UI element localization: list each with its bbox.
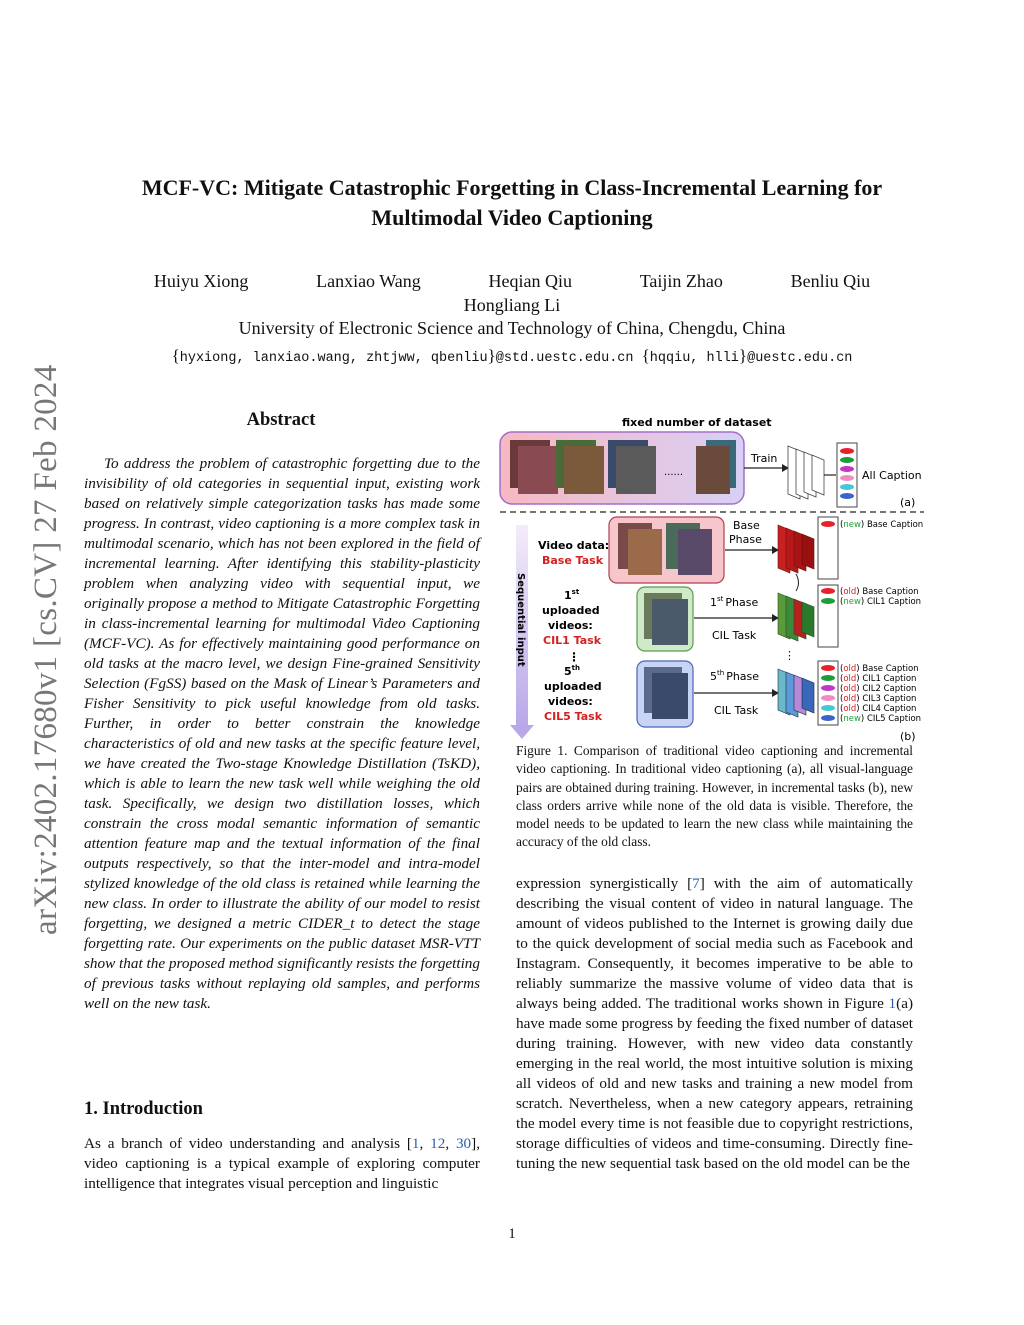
phase5-ordinal: 5th [564, 664, 580, 678]
author-name: Taijin Zhao [639, 271, 723, 291]
caption-dot [821, 665, 835, 671]
author-name: Huiyu Xiong [153, 271, 249, 291]
panel-b-label: (b) [900, 730, 916, 743]
arxiv-identifier: arXiv:2402.17680v1 [cs.CV] 27 Feb 2024 [28, 364, 64, 935]
phase5-label: 5th Phase [710, 669, 760, 683]
figure-reference-link[interactable]: 1 [888, 995, 897, 1012]
cil5-task-label: CIL5 Task [544, 710, 603, 723]
base-phase-label-2: Phase [729, 533, 762, 546]
figure-1-diagram [496, 413, 928, 743]
svg-text:(old) CIL3 Caption: (old) CIL3 Caption [840, 694, 917, 704]
caption-dot [840, 484, 854, 490]
author-list [120, 271, 904, 292]
cil1-task-label: CIL1 Task [543, 634, 602, 647]
author-name: Benliu Qiu [790, 271, 871, 291]
citation-link[interactable]: 1 [411, 1135, 420, 1152]
svg-text:(old) Base Caption: (old) Base Caption [840, 587, 919, 597]
email-domain-2: @uestc.edu.cn [747, 351, 853, 366]
caption-legend [840, 520, 923, 724]
intro-right-column [516, 874, 913, 1174]
sequential-input-label: Sequential input [515, 573, 526, 667]
intro-text: ] with the aim of automatically describing the visual content of video in natural language. The amount of videos published to the Internet is growing daily due to the quick development of social media such as Facebook and Instagram. Consequently, it becomes imperative to be able to reliably summarize the massive volume of video data that is always being added. The traditional works shown in Figure [516, 875, 913, 1012]
caption-column-cil1 [818, 585, 838, 647]
model-ellipsis: ⋮ [784, 649, 795, 662]
affiliation: University of Electronic Science and Technology of China, Chengdu, China [238, 318, 786, 338]
title-line-2: Multimodal Video Captioning [371, 205, 653, 230]
caption-dot [821, 695, 835, 701]
caption-dot [821, 705, 835, 711]
caption-dot [821, 685, 835, 691]
caption-dot [840, 457, 854, 463]
model-block-red [778, 525, 814, 573]
model-block-blue [778, 669, 814, 717]
paper-title [80, 173, 944, 233]
intro-text: expression synergistically [ [516, 875, 693, 892]
svg-text:(new) CIL5 Caption: (new) CIL5 Caption [840, 714, 922, 724]
caption-dot [821, 675, 835, 681]
svg-text:(new) CIL1 Caption: (new) CIL1 Caption [840, 597, 922, 607]
abstract-body [84, 454, 480, 1014]
title-line-1: MCF-VC: Mitigate Catastrophic Forgetting in Class-Incremental Learning for [141, 175, 883, 200]
caption-dot [821, 588, 835, 594]
figure-1 [496, 413, 928, 743]
cil-task-label-1: CIL Task [712, 629, 757, 642]
all-caption-label: All Caption [862, 469, 922, 482]
fixed-dataset-label: fixed number of dataset [622, 416, 772, 429]
svg-text:(old) CIL1 Caption: (old) CIL1 Caption [840, 674, 917, 684]
panel-a-label: (a) [900, 496, 916, 509]
videos-label: videos: [548, 619, 593, 632]
abstract-text: To address the problem of catastrophic forgetting due to the invisibility of old categories in sequential input, existing work based on relatively simple categorization tasks has made some progress. In contrast, video captioning is a more complex task in multimodal scenario, which has not been explored in the field of incremental learning. After identifying this stability-plasticity problem when analyzing video with sequential input, we originally propose a method to Mitigate Catastrophic Forgetting in class-incremental learning for multimodal Video Captioning (MCF-VC). As for effectively maintaining good performance on old tasks at the macro level, we design Fine-grained Sensitivity Selection (FgSS) based on the Mask of Linear’s Parameters and Fisher Sensitivity to pick useful knowledge from old tasks. Further, in order to better constrain the knowledge characteristics of old and new tasks at the specific feature level, we have created the Two-stage Knowledge Distillation (TsKD), which is able to learn the new task well while weighing the old task. Specifically, we design two distillation losses, which constrain the cross modal semantic information of semantic attention feature map and the textual information of the final outputs respectively, so that the inter-model and intra-model stylized knowledge of the old class is retained while learning the new class. In order to illustrate the ability of our model to resist forgetting, we designed a metric CIDER_t to detect the stage forgetting rate. Our experiments on the public dataset MSR-VTT show that the proposed method significantly resists the forgetting of previous tasks without replaying old samples, and performs well on the new task. [84, 455, 480, 1012]
svg-text:(old) Base Caption: (old) Base Caption [840, 664, 919, 674]
uploaded-label-2: uploaded [544, 680, 602, 693]
phase1-label: 1st Phase [710, 595, 759, 609]
dataset-ellipsis: ...... [664, 467, 684, 478]
author-name: Lanxiao Wang [316, 271, 421, 291]
page-number: 1 [508, 1226, 516, 1242]
model-block-white [788, 446, 824, 499]
phase1-ordinal: 1st [564, 588, 580, 602]
videos-label-2: videos: [548, 695, 593, 708]
uploaded-label: uploaded [542, 604, 600, 617]
intro-text: ], video captioning is a typical example of exploring computer intelligence that integrates visual perception and linguistic [84, 1135, 480, 1192]
author-name-last: Hongliang Li [463, 295, 561, 315]
email-domain-1: @std.uestc.edu.cn [495, 351, 634, 366]
train-label: Train [751, 452, 778, 465]
base-task-label: Base Task [542, 554, 604, 567]
intro-text: As a branch of video understanding and analysis [ [84, 1135, 412, 1152]
svg-text:(old) CIL2 Caption: (old) CIL2 Caption [840, 684, 917, 694]
citation-link[interactable]: 12 [430, 1135, 446, 1152]
author-name: Heqian Qiu [488, 271, 572, 291]
citation-link[interactable]: 7 [692, 875, 700, 892]
author-emails: {hyxiong, lanxiao.wang, zhtjww, qbenliu}@std.uestc.edu.cn {hqqiu, hlli}@uestc.edu.cn [171, 346, 853, 366]
base-phase-label-1: Base [733, 519, 760, 532]
vertical-ellipsis: ⋮ [568, 650, 580, 664]
intro-text: (a) have made some progress by feeding the fixed number of dataset during training. However, with new video data constantly emerging in the real world, the most intuitive solution is mixing all videos of old and new tasks and training a new model from scratch. Nevertheless, when a new category appears, retraining the model every time is not feasible due to copyright restrictions, storage difficulties of videos and time-consuming. Directly fine-tuning the new sequential task based on the old model can be the [516, 995, 913, 1172]
caption-dot [821, 715, 835, 721]
video-thumbnail-stack [510, 440, 736, 494]
model-block-green [778, 593, 814, 641]
caption-dot [821, 598, 835, 604]
email-group-2: hqqiu, hlli [649, 351, 739, 366]
video-data-label: Video data: [538, 539, 610, 552]
citation-link[interactable]: 30 [455, 1135, 472, 1152]
intro-left-column: As a branch of video understanding and analysis [1, 12, 30], video captioning is a typical example of exploring computer intelligence that integrates visual perception and linguistic [84, 1135, 480, 1192]
svg-text:(new) Base Caption: (new) Base Caption [840, 520, 924, 530]
abstract-heading: Abstract [246, 410, 316, 430]
email-group-1: hyxiong, lanxiao.wang, zhtjww, qbenliu [179, 351, 488, 366]
figure-caption: Figure 1. Comparison of traditional video captioning and incremental video captioning. In traditional video captioning (a), all visual-language pairs are obtained during training. However, in incremental tasks (b), new class orders arrive while none of the old data is visible. Therefore, the model needs to be updated to learn the new class while maintaining the accuracy of the old class. [516, 743, 913, 850]
section-heading-introduction: 1. Introduction [84, 1099, 203, 1119]
caption-dot [821, 521, 835, 527]
caption-dot [840, 466, 854, 472]
caption-dot [840, 475, 854, 481]
caption-dot [840, 448, 854, 454]
cil-task-label-5: CIL Task [714, 704, 759, 717]
caption-dot [840, 493, 854, 499]
svg-text:(old) CIL4 Caption: (old) CIL4 Caption [840, 704, 917, 714]
